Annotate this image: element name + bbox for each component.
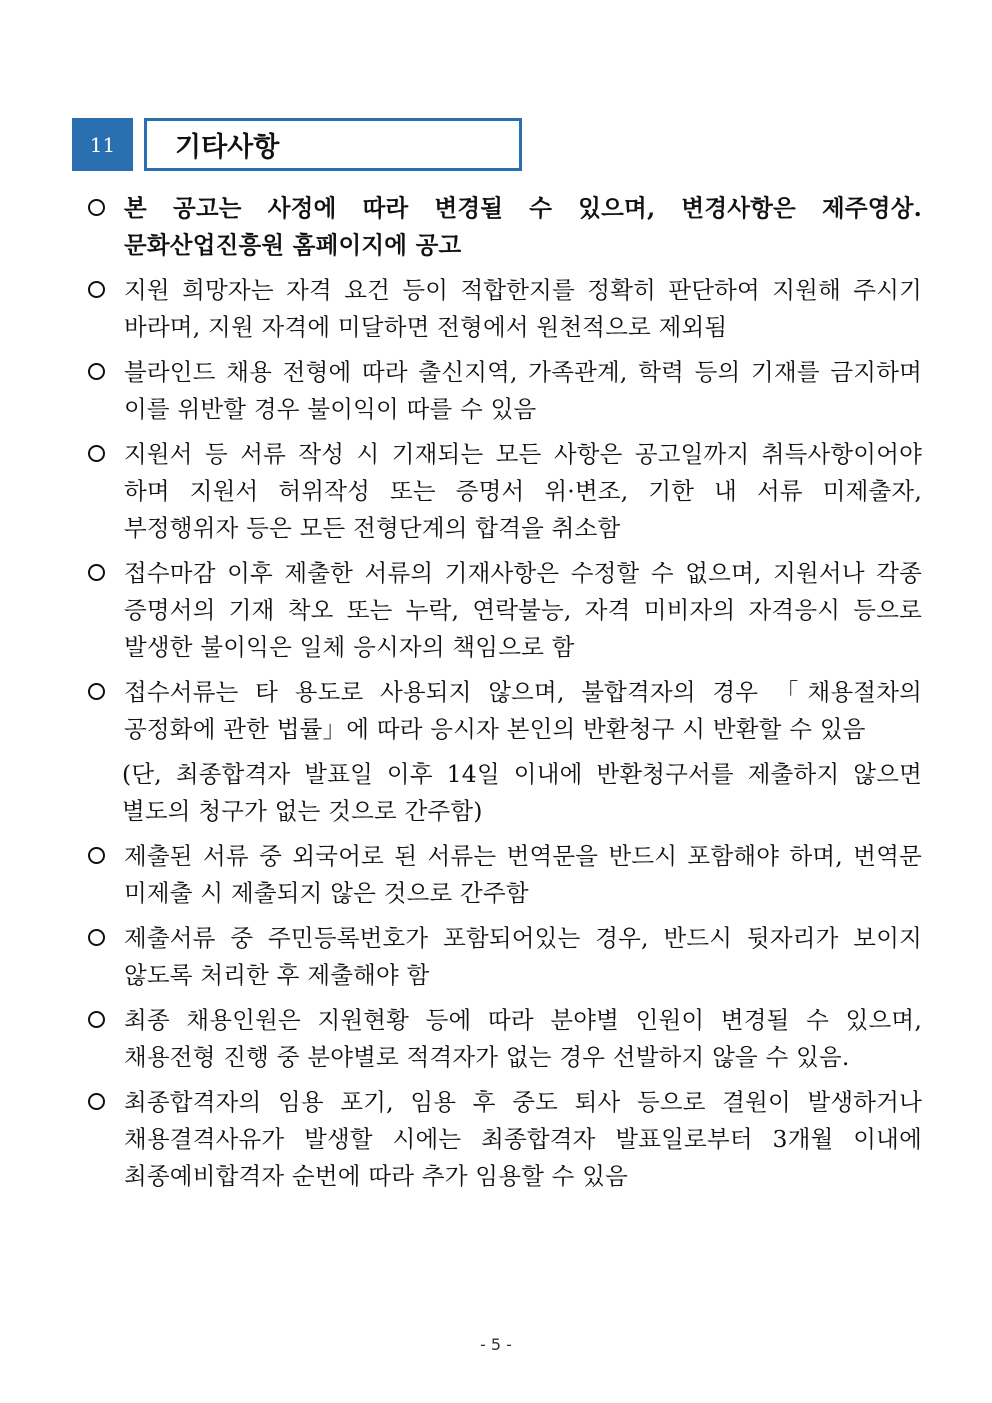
page-number: - 5 -: [480, 1335, 512, 1354]
circle-bullet-icon: [88, 281, 105, 298]
circle-bullet-icon: [88, 445, 105, 462]
list-item-text: 접수마감 이후 제출한 서류의 기재사항은 수정할 수 없으며, 지원서나 각종 증명서의 기재 착오 또는 누락, 연락불능, 자격 미비자의 자격응시 등으로 발생한 불이익은 일체 응시자의 책임으로 함: [124, 559, 922, 661]
list-item-text: 본 공고는 사정에 따라 변경될 수 있으며, 변경사항은 제주영상.문화산업진흥원 홈페이지에 공고: [124, 194, 922, 259]
circle-bullet-icon: [88, 199, 105, 216]
list-item-text: 지원 희망자는 자격 요건 등이 적합한지를 정확히 판단하여 지원해 주시기 바라며, 지원 자격에 미달하면 전형에서 원천적으로 제외됨: [124, 276, 922, 341]
section-header: [72, 118, 522, 171]
list-item: [86, 674, 922, 748]
notice-list: [86, 190, 922, 1203]
list-item-text: 블라인드 채용 전형에 따라 출신지역, 가족관계, 학력 등의 기재를 금지하며 이를 위반할 경우 불이익이 따를 수 있음: [124, 358, 922, 423]
list-item: [86, 354, 922, 428]
list-item-text: 접수서류는 타 용도로 사용되지 않으며, 불합격자의 경우 「채용절차의 공정화에 관한 법률」에 따라 응시자 본인의 반환청구 시 반환할 수 있음: [124, 678, 922, 743]
circle-bullet-icon: [88, 847, 105, 864]
note-text: (단, 최종합격자 발표일 이후 14일 이내에 반환청구서를 제출하지 않으면 별도의 청구가 없는 것으로 간주함): [122, 760, 922, 825]
section-number: 11: [72, 118, 133, 171]
list-item-text: 제출서류 중 주민등록번호가 포함되어있는 경우, 반드시 뒷자리가 보이지 않도록 처리한 후 제출해야 함: [124, 924, 922, 989]
list-item-text: 최종 채용인원은 지원현황 등에 따라 분야별 인원이 변경될 수 있으며, 채용전형 진행 중 분야별로 적격자가 없는 경우 선발하지 않을 수 있음.: [124, 1006, 922, 1071]
list-item: [86, 272, 922, 346]
list-item: [86, 1002, 922, 1076]
list-item: [86, 838, 922, 912]
circle-bullet-icon: [88, 363, 105, 380]
list-item: [86, 1084, 922, 1195]
circle-bullet-icon: [88, 683, 105, 700]
list-item: [86, 555, 922, 666]
section-title: 기타사항: [175, 132, 280, 163]
list-item: [86, 190, 922, 264]
circle-bullet-icon: [88, 564, 105, 581]
section-title-box: [144, 118, 522, 171]
circle-bullet-icon: [88, 929, 105, 946]
list-item-text: 지원서 등 서류 작성 시 기재되는 모든 사항은 공고일까지 취득사항이어야 하며 지원서 허위작성 또는 증명서 위·변조, 기한 내 서류 미제출자, 부정행위자 등은 모든 전형단계의 합격을 취소함: [124, 440, 922, 542]
list-item-text: 최종합격자의 임용 포기, 임용 후 중도 퇴사 등으로 결원이 발생하거나 채용결격사유가 발생할 시에는 최종합격자 발표일로부터 3개월 이내에 최종예비합격자 순번에 따라 추가 임용할 수 있음: [124, 1088, 922, 1190]
list-item: [86, 436, 922, 547]
list-item: [86, 920, 922, 994]
note-paragraph: [86, 756, 922, 830]
list-item-text: 제출된 서류 중 외국어로 된 서류는 번역문을 반드시 포함해야 하며, 번역문 미제출 시 제출되지 않은 것으로 간주함: [124, 842, 922, 907]
circle-bullet-icon: [88, 1011, 105, 1028]
circle-bullet-icon: [88, 1093, 105, 1110]
